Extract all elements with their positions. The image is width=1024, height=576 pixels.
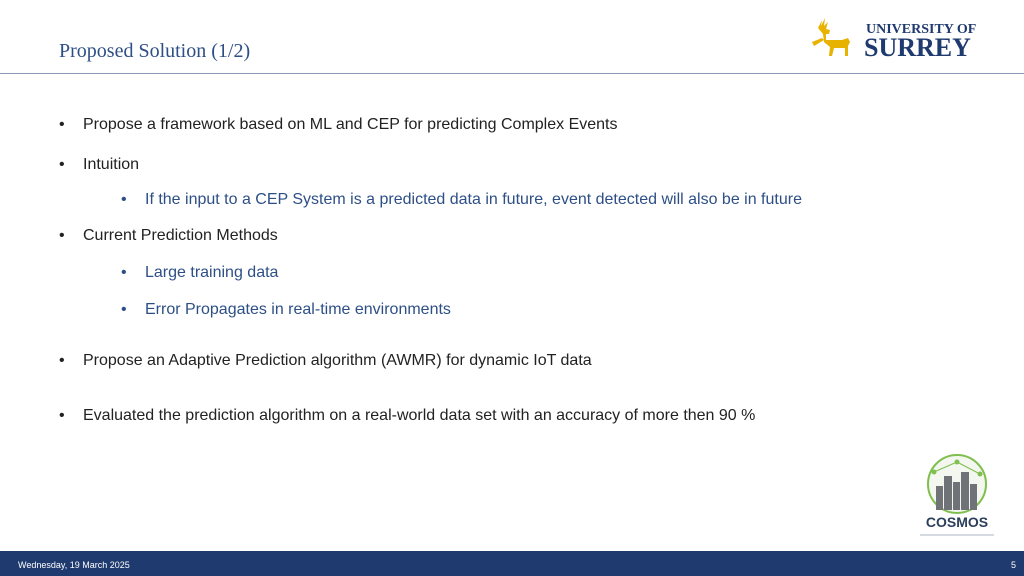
cosmos-wordmark: COSMOS [925,514,989,530]
bullet-text: Current Prediction Methods [83,227,278,244]
bullet-text: Error Propagates in real-time environments [145,301,451,318]
surrey-line2: SURREY [864,33,971,62]
bullet-dot: • [59,116,65,133]
footer-date: Wednesday, 19 March 2025 [18,560,130,570]
bullet-dot: • [59,227,65,244]
stag-icon [812,18,850,56]
page-number: 5 [1010,560,1016,570]
bullet-dot: • [59,352,65,369]
bullet-text: Propose an Adaptive Prediction algorithm (AWMR) for dynamic IoT data [83,352,592,369]
footer-bar [0,551,1024,576]
bullet-text: Evaluated the prediction algorithm on a real-world data set with an accuracy of more then 90 % [83,407,756,424]
bullet-text: If the input to a CEP System is a predicted data in future, event detected will also be in future [145,191,802,208]
bullet-dot: • [121,191,127,208]
bullet-text: Propose a framework based on ML and CEP for predicting Complex Events [83,116,618,133]
bullet-dot: • [121,301,127,318]
title-divider [0,73,1024,74]
bullet-text: Large training data [145,264,279,281]
bullet-dot: • [59,156,65,173]
surrey-line1: UNIVERSITY OF [866,22,977,37]
slide-title: Proposed Solution (1/2) [59,40,251,62]
bullet-dot: • [121,264,127,281]
bullet-text: Intuition [83,156,140,173]
bullet-dot: • [59,407,65,424]
university-of-surrey-logo [812,16,988,62]
cosmos-logo [912,452,1002,542]
